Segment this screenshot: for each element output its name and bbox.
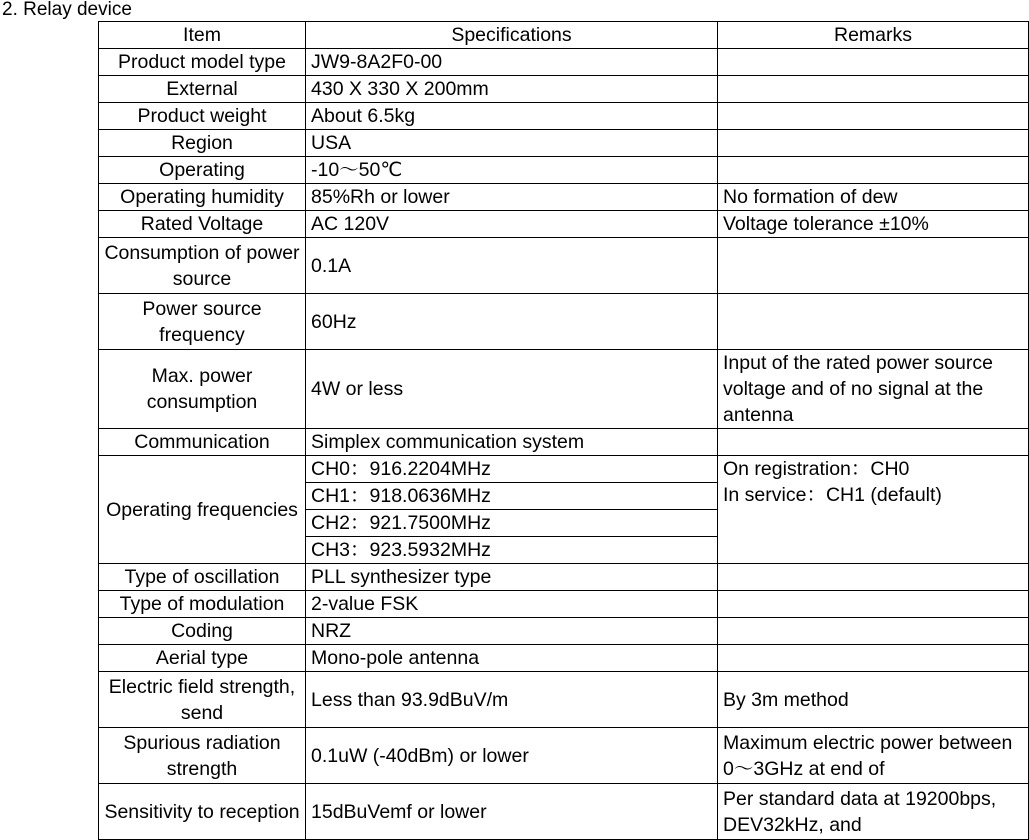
row-remarks: Maximum electric power between 0～3GHz at end of [718,728,1029,784]
table-row [99,429,1029,456]
row-item: Type of modulation [99,591,306,618]
row-item: Consumption of power source [99,238,306,294]
row-remarks [718,238,1029,294]
row-spec: -10～50℃ [306,157,718,184]
row-spec: USA [306,130,718,157]
channel-spec: CH2：921.7500MHz [306,510,718,537]
table-row [99,591,1029,618]
table-row [99,157,1029,184]
row-remarks [718,76,1029,103]
row-remarks [718,591,1029,618]
table-row [99,618,1029,645]
header-item: Item [99,22,306,49]
table-row [99,76,1029,103]
table-header-row [99,22,1029,49]
row-remarks: Input of the rated power source voltage and of no signal at the antenna [718,350,1029,429]
row-spec: Less than 93.9dBuV/m [306,672,718,728]
row-remarks: Per standard data at 19200bps, DEV32kHz, and [718,784,1029,840]
row-item: External [99,76,306,103]
table-row [99,728,1029,784]
row-spec: About 6.5kg [306,103,718,130]
row-remarks: By 3m method [718,672,1029,728]
frequency-row [99,456,1029,483]
row-item: Sensitivity to reception [99,784,306,840]
row-remarks [718,645,1029,672]
row-remarks [718,130,1029,157]
table-row [99,103,1029,130]
table-row [99,238,1029,294]
row-spec: 85%Rh or lower [306,184,718,211]
row-spec: 4W or less [306,350,718,429]
remarks-registration: On registration：CH0 [723,458,910,480]
row-spec: 0.1A [306,238,718,294]
table-row [99,294,1029,350]
row-item: Electric field strength, send [99,672,306,728]
row-item: Rated Voltage [99,211,306,238]
table-row [99,350,1029,429]
row-item: Aerial type [99,645,306,672]
row-spec: PLL synthesizer type [306,564,718,591]
row-item: Operating [99,157,306,184]
row-item: Max. power consumption [99,350,306,429]
relay-spec-table [98,21,1029,840]
header-specifications: Specifications [306,22,718,49]
table-row [99,49,1029,76]
row-spec: 430 X 330 X 200mm [306,76,718,103]
row-spec: 15dBuVemf or lower [306,784,718,840]
channel-spec: CH1：918.0636MHz [306,483,718,510]
row-spec: JW9-8A2F0-00 [306,49,718,76]
table-row [99,130,1029,157]
row-spec: Mono-pole antenna [306,645,718,672]
row-item: Region [99,130,306,157]
row-item: Power source frequency [99,294,306,350]
table-row [99,645,1029,672]
row-remarks [718,564,1029,591]
row-remarks [718,294,1029,350]
row-remarks [718,49,1029,76]
remarks-service: In service：CH1 (default) [723,484,942,506]
table-row [99,211,1029,238]
row-remarks: No formation of dew [718,184,1029,211]
frequencies-item: Operating frequencies [99,456,306,564]
row-item: Operating humidity [99,184,306,211]
table-row [99,564,1029,591]
row-remarks [718,618,1029,645]
row-remarks: Voltage tolerance ±10% [718,211,1029,238]
frequencies-remarks [718,456,1029,564]
table-row [99,784,1029,840]
row-spec: 0.1uW (-40dBm) or lower [306,728,718,784]
row-remarks [718,429,1029,456]
row-item: Product model type [99,49,306,76]
row-item: Spurious radiation strength [99,728,306,784]
row-spec: 2-value FSK [306,591,718,618]
row-remarks [718,157,1029,184]
row-spec: 60Hz [306,294,718,350]
channel-spec: CH0：916.2204MHz [306,456,718,483]
header-remarks: Remarks [718,22,1029,49]
row-remarks [718,103,1029,130]
row-item: Type of oscillation [99,564,306,591]
table-row [99,184,1029,211]
row-item: Coding [99,618,306,645]
row-item: Product weight [99,103,306,130]
row-spec: AC 120V [306,211,718,238]
channel-spec: CH3：923.5932MHz [306,537,718,564]
table-row [99,672,1029,728]
row-spec: NRZ [306,618,718,645]
row-item: Communication [99,429,306,456]
row-spec: Simplex communication system [306,429,718,456]
section-title: 2. Relay device [2,0,132,20]
